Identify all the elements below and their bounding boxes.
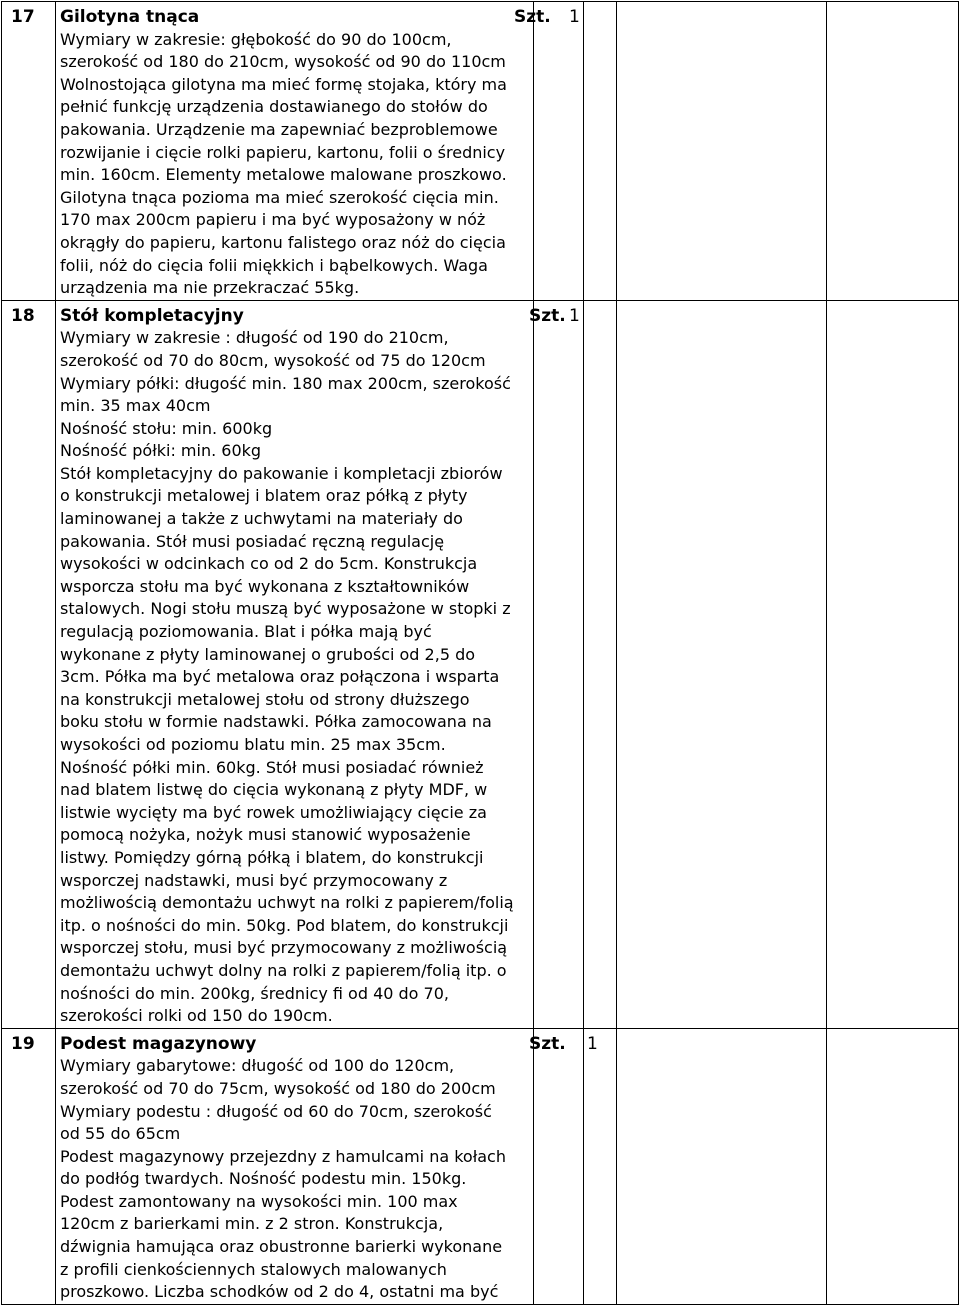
description-line: regulacją poziomowania. Blat i półka mają być <box>60 622 432 642</box>
description-line: możliwością demontażu uchwyt na rolki z papierem/folią <box>60 893 514 913</box>
item-number: 19 <box>2 1028 56 1304</box>
unit-label: Szt. <box>529 1033 566 1054</box>
table-body <box>2 2 959 1305</box>
description-line: wsporczej nadstawki, musi być przymocowany z <box>60 870 448 890</box>
empty-cell <box>617 1028 827 1304</box>
item-title: Stół kompletacyjny <box>60 305 244 326</box>
item-unit <box>529 300 584 1028</box>
item-unit <box>514 2 584 301</box>
description-line: do podłóg twardych. Nośność podestu min. 150kg. <box>60 1169 467 1189</box>
description-line: min. 160cm. Elementy metalowe malowane proszkowo. <box>60 165 507 185</box>
description-line: demontażu uchwyt dolny na rolki z papierem/folią itp. o <box>60 960 507 980</box>
description-line: szerokości rolki od 150 do 190cm. <box>60 1006 333 1026</box>
quantity-value: 1 <box>587 1033 598 1054</box>
description-line: 120cm z barierkami min. z 2 stron. Konstrukcja, <box>60 1214 444 1234</box>
unit-label: Szt. <box>529 305 566 326</box>
item-title: Gilotyna tnąca <box>60 7 200 27</box>
item-unit <box>529 1028 584 1304</box>
description-line: Wymiary półki: długość min. 180 max 200cm, szerokość <box>60 373 511 393</box>
item-number: 18 <box>2 300 56 1028</box>
quantity-value: 1 <box>569 7 580 27</box>
quantity-value: 1 <box>569 305 580 326</box>
empty-cell <box>827 2 959 301</box>
item-description <box>56 2 534 301</box>
description-line: Wolnostojąca gilotyna ma mieć formę stojaka, który ma <box>60 74 507 94</box>
empty-cell <box>827 300 959 1028</box>
description-line: Gilotyna tnąca pozioma ma mieć szerokość cięcia min. <box>60 187 499 207</box>
description-line: wykonane z płyty laminowanej o grubości od 2,5 do <box>60 644 476 664</box>
description-line: min. 35 max 40cm <box>60 396 211 416</box>
description-line: Nośność półki min. 60kg. Stół musi posiadać również <box>60 757 484 777</box>
description-line: boku stołu w formie nadstawki. Półka zamocowana na <box>60 712 492 732</box>
item-description-lines <box>60 327 531 1027</box>
description-line: wysokości od poziomu blatu min. 25 max 35cm. <box>60 735 446 754</box>
description-line: Nośność półki: min. 60kg <box>60 441 262 461</box>
description-line: pakowania. Stół musi posiadać ręczną regulację <box>60 531 445 551</box>
specification-table <box>1 1 959 1305</box>
description-line: szerokość od 70 do 75cm, wysokość od 180 do 200cm <box>60 1078 496 1098</box>
description-line: szerokość od 180 do 210cm, wysokość od 90 do 110cm <box>60 52 506 72</box>
description-line: nad blatem listwę do cięcia wykonaną z płyty MDF, w <box>60 780 488 800</box>
description-line: Stół kompletacyjny do pakowanie i kompletacji zbiorów <box>60 463 503 483</box>
description-line: urządzenia ma nie przekraczać 55kg. <box>60 278 360 298</box>
description-line: listwie wycięty ma być rowek umożliwiający cięcie za <box>60 802 487 822</box>
table-row <box>2 2 959 301</box>
description-line: na konstrukcji metalowej stołu od strony dłuższego <box>60 689 470 709</box>
description-line: o konstrukcji metalowej i blatem oraz półką z płyty <box>60 486 468 506</box>
description-line: dźwignia hamująca oraz obustronne barierki wykonane <box>60 1237 503 1257</box>
description-line: pełnić funkcję urządzenia dostawianego do stołów do <box>60 97 488 117</box>
description-line: od 55 do 65cm <box>60 1124 181 1144</box>
item-quantity <box>584 1028 617 1304</box>
description-line: listwy. Pomiędzy górną półką i blatem, do konstrukcji <box>60 847 484 867</box>
empty-cell <box>617 2 827 301</box>
description-line: nośności do min. 200kg, średnicy fi od 40 do 70, <box>60 983 449 1003</box>
item-title: Podest magazynowy <box>60 1033 257 1054</box>
description-line: laminowanej a także z uchwytami na materiały do <box>60 509 463 529</box>
item-description <box>56 300 534 1028</box>
empty-cell <box>617 300 827 1028</box>
item-quantity <box>569 300 617 1028</box>
description-line: Wymiary gabarytowe: długość od 100 do 120cm, <box>60 1056 455 1076</box>
description-line: wsporczej stołu, musi być przymocowany z możliwością <box>60 938 508 958</box>
description-line: Wymiary w zakresie : długość od 190 do 210cm, <box>60 328 449 348</box>
item-description <box>56 1028 534 1304</box>
description-line: 3cm. Półka ma być metalowa oraz połączona i wsparta <box>60 667 500 687</box>
description-line: folii, nóż do cięcia folii miękkich i bąbelkowych. Waga <box>60 255 488 275</box>
description-line: wsporcza stołu ma być wykonana z kształtowników <box>60 576 470 596</box>
empty-cell <box>827 1028 959 1304</box>
unit-label: Szt. <box>514 7 551 27</box>
description-line: pomocą nożyka, nożyk musi stanowić wyposażenie <box>60 825 471 845</box>
description-line: Wymiary podestu : długość od 60 do 70cm, szerokość <box>60 1101 492 1121</box>
description-line: proszkowo. Liczba schodków od 2 do 4, ostatni ma być <box>60 1282 499 1302</box>
description-line: z profili cienkościennych stalowych malowanych <box>60 1259 447 1279</box>
item-description-lines <box>60 1055 531 1304</box>
description-line: stalowych. Nogi stołu muszą być wyposażone w stopki z <box>60 599 511 619</box>
item-number: 17 <box>2 2 56 301</box>
description-line: itp. o nośności do min. 50kg. Pod blatem, do konstrukcji <box>60 915 509 935</box>
description-line: Podest zamontowany na wysokości min. 100 max <box>60 1191 458 1211</box>
description-line: 170 max 200cm papieru i ma być wyposażony w nóż <box>60 210 486 230</box>
item-quantity <box>569 2 617 301</box>
description-line: wysokości w odcinkach co od 2 do 5cm. Konstrukcja <box>60 554 478 574</box>
item-description-lines <box>60 29 531 300</box>
description-line: rozwijanie i cięcie rolki papieru, kartonu, folii o średnicy <box>60 142 506 162</box>
description-line: Wymiary w zakresie: głębokość do 90 do 100cm, <box>60 29 452 49</box>
description-line: pakowania. Urządzenie ma zapewniać bezproblemowe <box>60 119 498 139</box>
description-line: Nośność stołu: min. 600kg <box>60 418 273 438</box>
description-line: Podest magazynowy przejezdny z hamulcami na kołach <box>60 1146 506 1166</box>
description-line: szerokość od 70 do 80cm, wysokość od 75 do 120cm <box>60 350 486 370</box>
table-row <box>2 300 959 1028</box>
table-row <box>2 1028 959 1304</box>
description-line: okrągły do papieru, kartonu falistego oraz nóż do cięcia <box>60 232 506 252</box>
